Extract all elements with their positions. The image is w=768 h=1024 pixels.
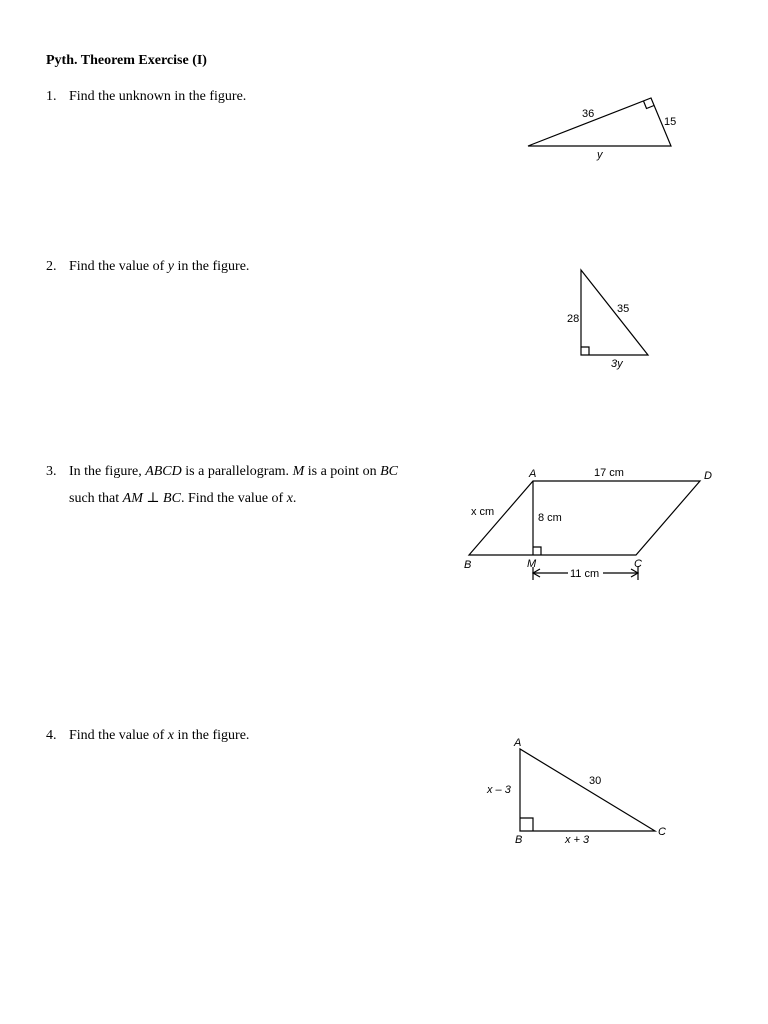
vertex-a-label: A (514, 737, 522, 749)
unknown-side-label: y (597, 149, 603, 161)
vertex-b-label: B (464, 559, 472, 571)
question-4-text: Find the value of x in the figure. (69, 728, 250, 743)
page-title: Pyth. Theorem Exercise (I) (46, 53, 207, 68)
vertical-side-label: 28 (567, 313, 580, 325)
vertex-b-label: B (515, 834, 523, 846)
leg-label: 15 (664, 116, 677, 128)
question-3-figure (455, 463, 725, 588)
question-3-text-line-1: In the figure, ABCD is a parallelogram. M is a point on BC (69, 464, 398, 479)
base-label: x + 3 (565, 834, 590, 846)
bm-length-label: 11 cm (570, 568, 600, 580)
right-triangle (528, 98, 671, 146)
right-triangle (581, 270, 648, 355)
top-side-label: 17 cm (594, 467, 624, 479)
parallelogram-abcd (469, 481, 700, 555)
point-m-label: M (527, 558, 537, 570)
hypotenuse-label: 35 (617, 303, 630, 315)
question-2-figure (560, 265, 660, 375)
question-3-text-line-2: such that AM ⊥ BC. Find the value of x. (69, 491, 297, 506)
question-1-figure (520, 90, 690, 162)
base-label: 3y (611, 358, 623, 370)
question-2-text: Find the value of y in the figure. (69, 259, 250, 274)
question-2-number: 2. (46, 259, 57, 274)
vertical-side-label: x – 3 (487, 784, 511, 796)
hypotenuse-label: 36 (582, 108, 595, 120)
vertex-c-label: C (634, 558, 642, 570)
right-angle-marker (520, 818, 533, 831)
question-3-number: 3. (46, 464, 57, 479)
height-label: 8 cm (538, 512, 562, 524)
right-angle-marker (533, 547, 541, 555)
question-4-figure (480, 735, 680, 850)
question-1-text: Find the unknown in the figure. (69, 89, 247, 104)
right-triangle (520, 749, 655, 831)
right-angle-marker (581, 347, 589, 355)
vertex-a-label: A (529, 468, 537, 480)
question-1-number: 1. (46, 89, 57, 104)
vertex-d-label: D (704, 470, 712, 482)
hypotenuse-label: 30 (589, 775, 602, 787)
slant-side-label: x cm (471, 506, 495, 518)
vertex-c-label: C (658, 826, 666, 838)
question-4-number: 4. (46, 728, 57, 743)
